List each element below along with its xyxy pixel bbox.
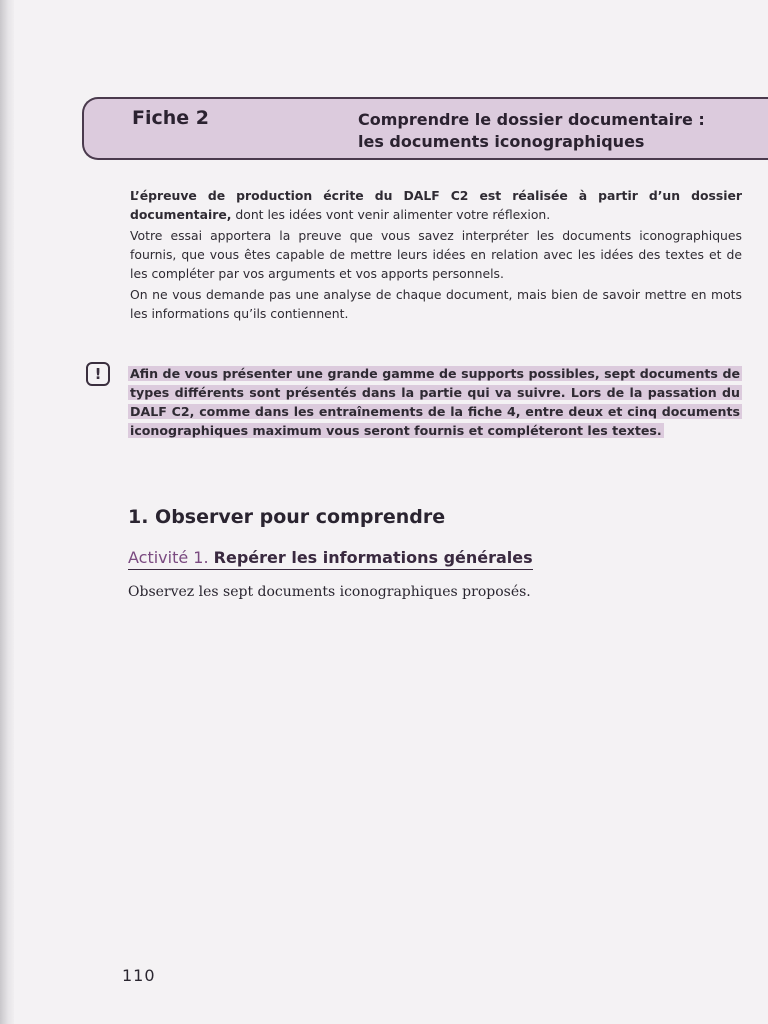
activity-heading: [128, 548, 533, 570]
activity-label: Activité 1.: [128, 548, 209, 567]
warning-icon: !: [86, 362, 110, 386]
activity-instruction: Observez les sept documents iconographiques proposés.: [128, 584, 531, 600]
fiche-title-line-2: les documents iconographiques: [358, 132, 645, 151]
notice-text: [128, 364, 742, 440]
intro-paragraph-1: [130, 186, 742, 224]
intro-bold-a: L’épreuve de production écrite du DALF C2 est réalisée à partir d’un dossier: [130, 188, 742, 203]
notice-highlight: Afin de vous présenter une grande gamme de supports possibles, sept documents de types différents sont présentés dans la partie qui va suivre. Lors de la passation du DALF C2, comme dans les entraînements de la fiche 4, entre deux et cinq documents iconographiques maximum vous seront fournis et compléteront les textes.: [130, 366, 740, 438]
intro-paragraph-2: Votre essai apportera la preuve que vous savez interpréter les documents iconographiques fournis, que vous êtes capable de mettre leurs idées en relation avec les idées des textes et de les compléter par vos arguments et vos apports personnels.: [130, 228, 742, 281]
document-page: [14, 0, 768, 1024]
intro-paragraph-3: On ne vous demande pas une analyse de chaque document, mais bien de savoir mettre en mots les informations qu’ils contiennent.: [130, 287, 742, 321]
intro-text: [130, 186, 742, 323]
fiche-title-line-1: Comprendre le dossier documentaire :: [358, 110, 705, 129]
fiche-banner: [82, 97, 768, 160]
fiche-title: [358, 109, 758, 153]
fiche-label: Fiche 2: [132, 107, 210, 129]
section-title: 1. Observer pour comprendre: [128, 506, 446, 528]
activity-title: Repérer les informations générales: [213, 548, 533, 567]
intro-bold-b: documentaire,: [130, 207, 232, 222]
intro-rest: dont les idées vont venir alimenter votre réflexion.: [231, 207, 551, 222]
page-number: 110: [122, 966, 156, 985]
page-edge: [0, 0, 14, 1024]
